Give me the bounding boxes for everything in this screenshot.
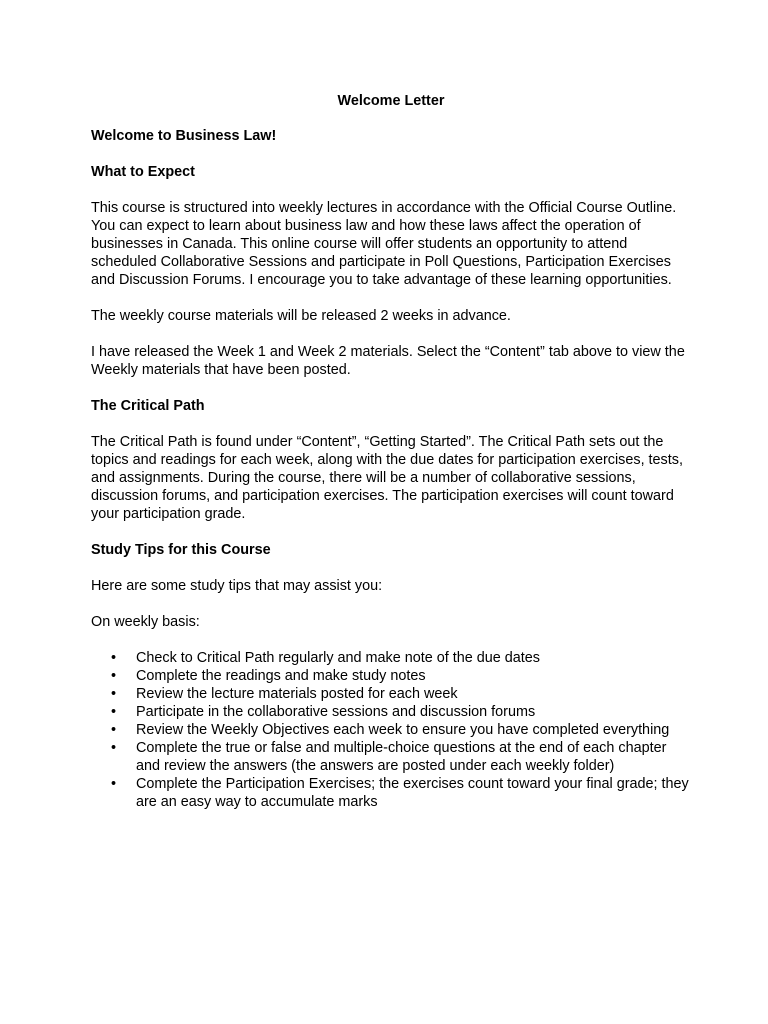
bullet-icon: • xyxy=(111,650,117,666)
release-paragraph: The weekly course materials will be released 2 weeks in advance. xyxy=(91,308,511,324)
list-item xyxy=(91,667,691,685)
list-item xyxy=(91,649,691,667)
tip-text: Complete the Participation Exercises; the exercises count toward your final grade; they are an easy way to accumulate marks xyxy=(136,776,689,810)
welcome-letter xyxy=(91,92,691,811)
bullet-icon: • xyxy=(111,686,117,702)
bullet-icon: • xyxy=(111,740,117,756)
list-item xyxy=(91,775,691,811)
tip-text: Check to Critical Path regularly and make note of the due dates xyxy=(136,650,540,666)
tip-text: Participate in the collaborative sessions and discussion forums xyxy=(136,704,536,720)
bullet-icon: • xyxy=(111,776,117,792)
bullet-icon: • xyxy=(111,668,117,684)
released-materials-paragraph: I have released the Week 1 and Week 2 materials. Select the “Content” tab above to view the Weekly materials that have been posted. xyxy=(91,344,685,378)
list-item xyxy=(91,739,691,775)
tip-text: Review the lecture materials posted for each week xyxy=(136,686,458,702)
letter-title: Welcome Letter xyxy=(337,93,445,109)
list-item xyxy=(91,703,691,721)
study-tips-intro: Here are some study tips that may assist you: xyxy=(91,578,383,594)
tip-text: Review the Weekly Objectives each week to ensure you have completed everything xyxy=(136,722,670,738)
welcome-heading: Welcome to Business Law! xyxy=(91,128,277,144)
critical-path-paragraph: The Critical Path is found under “Content”, “Getting Started”. The Critical Path sets out the topics and readings for each week, along with the due dates for participation exercises, tests, and assignments. During the course, there will be a number of collaborative sessions, discussion forums, and participation exercises. The participation exercises will count toward your participation grade. xyxy=(91,434,683,522)
study-tips-list xyxy=(91,649,691,811)
weekly-basis-label: On weekly basis: xyxy=(91,614,200,630)
critical-path-heading: The Critical Path xyxy=(91,398,205,414)
study-tips-heading: Study Tips for this Course xyxy=(91,542,271,558)
list-item xyxy=(91,685,691,703)
bullet-icon: • xyxy=(111,722,117,738)
list-item xyxy=(91,721,691,739)
what-to-expect-heading: What to Expect xyxy=(91,164,195,180)
tip-text: Complete the true or false and multiple-choice questions at the end of each chapter and review the answers (the answers are posted under each weekly folder) xyxy=(136,740,667,774)
bullet-icon: • xyxy=(111,704,117,720)
expect-paragraph: This course is structured into weekly lectures in accordance with the Official Course Outline. You can expect to learn about business law and how these laws affect the operation of businesses in Canada. This online course will offer students an opportunity to attend scheduled Collaborative Sessions and participate in Poll Questions, Participation Exercises and Discussion Forums. I encourage you to take advantage of these learning opportunities. xyxy=(91,200,677,288)
tip-text: Complete the readings and make study notes xyxy=(136,668,426,684)
